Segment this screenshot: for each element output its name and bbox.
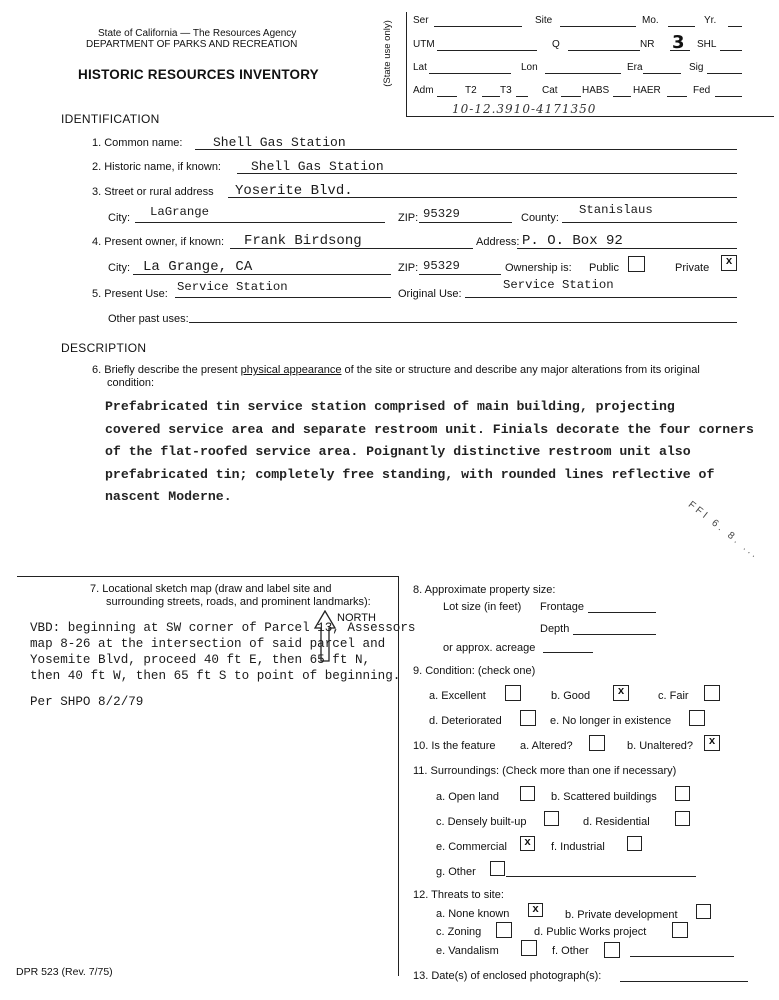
condition-excellent-checkbox[interactable] [505, 685, 521, 701]
nr-value: 3 [672, 32, 685, 53]
owner-address-value: P. O. Box 92 [522, 233, 623, 249]
condition-fair-label: c. Fair [658, 690, 689, 702]
city-label: City: [108, 212, 130, 224]
ownership-public-checkbox[interactable] [628, 256, 645, 272]
surroundings-scattered-checkbox[interactable] [675, 786, 690, 801]
identification-heading: IDENTIFICATION [61, 112, 160, 126]
utm-field[interactable] [437, 50, 537, 51]
nr-label: NR [640, 39, 655, 50]
altered-label: a. Altered? [520, 740, 573, 752]
owner-zip-value: 95329 [423, 259, 460, 273]
threats-zoning-checkbox[interactable] [496, 922, 512, 938]
mo-field[interactable] [668, 26, 695, 27]
surroundings-open-land-label: a. Open land [436, 791, 499, 803]
original-use-value: Service Station [503, 278, 614, 292]
historic-name-value: Shell Gas Station [251, 159, 384, 174]
margin-note: FFI 6. 8. ... [685, 499, 762, 562]
frontage-label: Frontage [540, 601, 585, 613]
county-value: Stanislaus [579, 203, 653, 217]
description-line: covered service area and separate restroom unit. Finials decorate the four corners [105, 421, 754, 437]
county-label: County: [521, 212, 559, 224]
ser-field[interactable] [434, 26, 522, 27]
q6-line2: condition: [107, 377, 155, 389]
lat-field[interactable] [429, 73, 511, 74]
mo-label: Mo. [642, 15, 659, 26]
historic-name-label: 2. Historic name, if known: [92, 161, 221, 173]
haer-label: HAER [633, 85, 661, 96]
lot-size-label: Lot size (in feet) [443, 601, 522, 613]
threats-none-known-checkbox[interactable]: x [528, 903, 543, 917]
description-heading: DESCRIPTION [61, 341, 147, 355]
threats-public-works-checkbox[interactable] [672, 922, 688, 938]
sketch-map-line: map 8-26 at the intersection of said parcel and [30, 637, 386, 651]
street-value: Yoserite Blvd. [235, 183, 353, 199]
adm-label: Adm [413, 85, 434, 96]
condition-no-longer-exists-label: e. No longer in existence [550, 715, 672, 727]
other-past-uses-field[interactable] [189, 322, 737, 323]
threats-private-dev-checkbox[interactable] [696, 904, 711, 919]
present-use-field[interactable] [175, 297, 391, 298]
condition-good-label: b. Good [551, 690, 591, 702]
zip-label: ZIP: [398, 212, 419, 224]
other-past-uses-label: Other past uses: [108, 313, 189, 325]
state-box-left-border [406, 12, 407, 117]
surroundings-commercial-checkbox[interactable]: x [520, 836, 535, 851]
condition-fair-checkbox[interactable] [704, 685, 720, 701]
t3-field[interactable] [516, 96, 528, 97]
sketch-map-label-1: 7. Locational sketch map (draw and label site and [90, 583, 332, 595]
unaltered-checkbox[interactable]: x [704, 735, 720, 751]
threats-vandalism-label: e. Vandalism [436, 945, 499, 957]
north-label: NORTH [337, 612, 376, 624]
condition-label: 9. Condition: (check one) [413, 665, 536, 677]
yr-field[interactable] [728, 26, 742, 27]
era-field[interactable] [643, 73, 681, 74]
surroundings-industrial-checkbox[interactable] [627, 836, 642, 851]
fed-field[interactable] [715, 96, 742, 97]
surroundings-other-field[interactable] [506, 876, 696, 877]
sketch-map-line: Yosemite Blvd, proceed 40 ft E, then 65 ft N, [30, 653, 371, 667]
description-line: of the flat-roofed service area. Poignantly distinctive restroom unit also [105, 444, 691, 459]
t2-field[interactable] [482, 96, 500, 97]
threats-private-dev-label: b. Private development [565, 909, 678, 921]
description-line: nascent Moderne. [105, 489, 232, 504]
surroundings-scattered-label: b. Scattered buildings [551, 791, 657, 803]
shl-field[interactable] [720, 50, 742, 51]
q6-prompt [92, 364, 700, 376]
form-title: HISTORIC RESOURCES INVENTORY [78, 67, 319, 82]
surroundings-label: 11. Surroundings: (Check more than one if necessary) [413, 765, 677, 777]
owner-value: Frank Birdsong [244, 233, 362, 249]
yr-label: Yr. [704, 15, 717, 26]
owner-label: 4. Present owner, if known: [92, 236, 225, 248]
surroundings-open-land-checkbox[interactable] [520, 786, 535, 801]
site-label: Site [535, 15, 553, 26]
unaltered-label: b. Unaltered? [627, 740, 694, 752]
threats-other-field[interactable] [630, 956, 734, 957]
description-line: Prefabricated tin service station comprised of main building, projecting [105, 399, 675, 414]
threats-public-works-label: d. Public Works project [534, 926, 647, 938]
agency-line-2: DEPARTMENT OF PARKS AND RECREATION [86, 39, 298, 50]
surroundings-other-label: g. Other [436, 866, 476, 878]
description-line: prefabricated tin; completely free standing, with rounded lines reflective of [105, 466, 715, 482]
q6-prefix: 6. Briefly describe the present [92, 364, 241, 376]
agency-line-1: State of California — The Resources Agency [98, 28, 297, 39]
sketch-map-line: then 40 ft W, then 65 ft S to point of beginning. [30, 669, 401, 683]
sketch-map-line: VBD: beginning at SW corner of Parcel 13, Assessors [30, 621, 416, 635]
q6-suffix: of the site or structure and describe any major alterations from its original [341, 364, 700, 376]
sketch-map-note: Per SHPO 8/2/79 [30, 695, 144, 709]
owner-zip-label: ZIP: [398, 262, 419, 274]
sketch-map-text [30, 620, 415, 684]
threats-other-checkbox[interactable] [604, 942, 620, 958]
county-field[interactable] [562, 222, 737, 223]
present-use-label: 5. Present Use: [92, 288, 168, 300]
sig-label: Sig [689, 62, 704, 73]
q-field[interactable] [568, 50, 640, 51]
common-name-value: Shell Gas Station [213, 135, 346, 150]
city-field[interactable] [135, 222, 385, 223]
shl-label: SHL [697, 39, 717, 50]
nr-field[interactable] [670, 50, 690, 51]
q6-underlined: physical appearance [240, 364, 342, 376]
owner-zip-field[interactable] [419, 274, 501, 275]
depth-label: Depth [540, 623, 570, 635]
ser-label: Ser [413, 15, 429, 26]
city-value: LaGrange [150, 205, 210, 219]
surroundings-densely-built-label: c. Densely built-up [436, 816, 527, 828]
threats-other-label: f. Other [552, 945, 589, 957]
surroundings-residential-checkbox[interactable] [675, 811, 690, 826]
photographs-label: 13. Date(s) of enclosed photograph(s): [413, 970, 602, 982]
habs-label: HABS [582, 85, 610, 96]
threats-vandalism-checkbox[interactable] [521, 940, 537, 956]
lon-label: Lon [521, 62, 538, 73]
altered-checkbox[interactable] [589, 735, 605, 751]
owner-city-value: La Grange, CA [143, 259, 253, 275]
common-name-label: 1. Common name: [92, 137, 183, 149]
original-use-field[interactable] [465, 297, 737, 298]
depth-field[interactable] [573, 634, 656, 635]
condition-excellent-label: a. Excellent [429, 690, 486, 702]
q-label: Q [552, 39, 560, 50]
adm-field[interactable] [437, 96, 457, 97]
surroundings-industrial-label: f. Industrial [551, 841, 605, 853]
threats-zoning-label: c. Zoning [436, 926, 482, 938]
site-field[interactable] [560, 26, 636, 27]
handwritten-code: 10-12.3910-4171350 [452, 102, 597, 116]
present-use-value: Service Station [177, 280, 288, 294]
acreage-label: or approx. acreage [443, 642, 536, 654]
cat-field[interactable] [561, 96, 581, 97]
street-label: 3. Street or rural address [92, 186, 214, 198]
photographs-field[interactable] [620, 981, 748, 982]
alteration-label: 10. Is the feature [413, 740, 496, 752]
surroundings-other-checkbox[interactable] [490, 861, 505, 876]
bottom-section-top-border [17, 576, 399, 577]
original-use-label: Original Use: [398, 288, 462, 300]
threats-label: 12. Threats to site: [413, 889, 504, 901]
surroundings-commercial-label: e. Commercial [436, 841, 507, 853]
state-box-bottom-border [406, 116, 774, 117]
zip-value: 95329 [423, 207, 460, 221]
ownership-label: Ownership is: [505, 262, 572, 274]
fed-label: Fed [693, 85, 711, 96]
ownership-private-checkbox[interactable]: x [721, 255, 737, 271]
threats-none-known-label: a. None known [436, 908, 510, 920]
lon-field[interactable] [545, 73, 621, 74]
ownership-public-label: Public [589, 262, 619, 274]
frontage-field[interactable] [588, 612, 656, 613]
zip-field[interactable] [419, 222, 512, 223]
description-text [105, 396, 754, 509]
haer-field[interactable] [667, 96, 687, 97]
ownership-private-label: Private [675, 262, 710, 274]
state-use-label: (State use only) [381, 20, 393, 87]
t2-label: T2 [465, 85, 477, 96]
owner-address-label: Address: [476, 236, 520, 248]
sig-field[interactable] [707, 73, 742, 74]
condition-good-checkbox[interactable]: x [613, 685, 629, 701]
condition-no-longer-exists-checkbox[interactable] [689, 710, 705, 726]
lat-label: Lat [413, 62, 427, 73]
habs-field[interactable] [613, 96, 631, 97]
utm-label: UTM [413, 39, 435, 50]
era-label: Era [627, 62, 643, 73]
cat-label: Cat [542, 85, 558, 96]
condition-deteriorated-label: d. Deteriorated [429, 715, 502, 727]
sketch-map-label-2: surrounding streets, roads, and prominent landmarks): [106, 596, 371, 608]
acreage-field[interactable] [543, 652, 593, 653]
surroundings-residential-label: d. Residential [583, 816, 650, 828]
condition-deteriorated-checkbox[interactable] [520, 710, 536, 726]
owner-city-label: City: [108, 262, 130, 274]
t3-label: T3 [500, 85, 512, 96]
property-size-label: 8. Approximate property size: [413, 584, 556, 596]
surroundings-densely-built-checkbox[interactable] [544, 811, 559, 826]
form-number: DPR 523 (Rev. 7/75) [16, 966, 113, 978]
